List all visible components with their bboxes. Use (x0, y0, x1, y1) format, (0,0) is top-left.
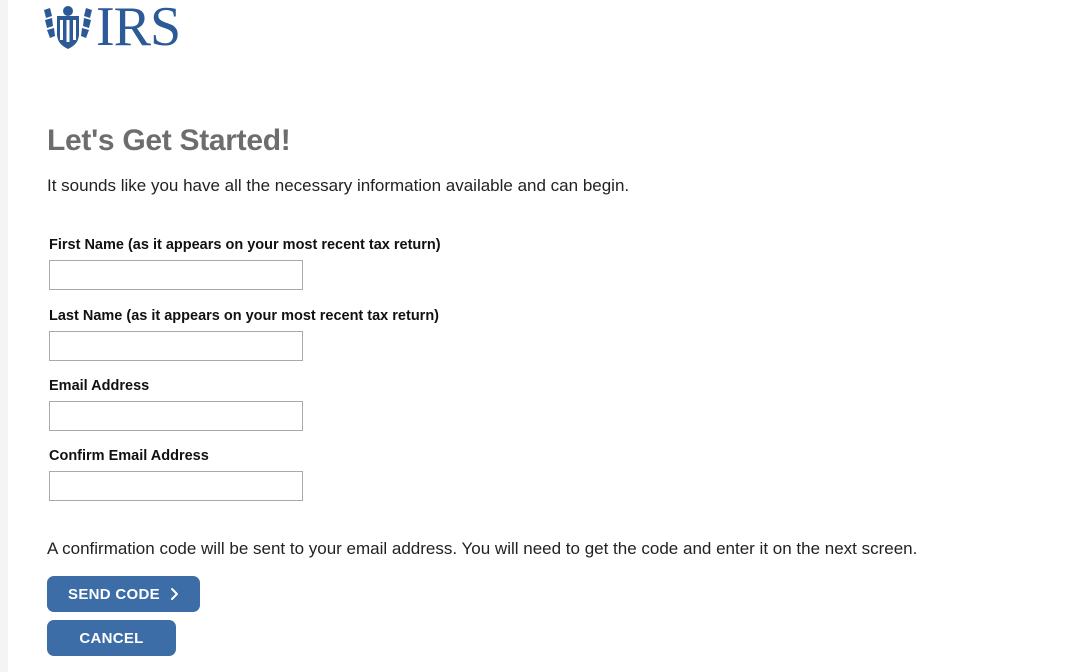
intro-text: It sounds like you have all the necessary information available and can begin. (47, 176, 630, 195)
eagle-emblem-icon (42, 4, 94, 50)
confirmation-notice: A confirmation code will be sent to your email address. You will need to get the code and enter it on the next screen. (47, 539, 918, 558)
first-name-input[interactable] (49, 260, 303, 290)
page-title: Let's Get Started! (47, 124, 291, 157)
send-code-label: SEND CODE (68, 585, 160, 603)
send-code-button[interactable] (47, 576, 200, 612)
confirm-email-input[interactable] (49, 471, 303, 501)
last-name-label: Last Name (as it appears on your most recent tax return) (49, 308, 439, 324)
email-input[interactable] (49, 401, 303, 431)
last-name-group (49, 308, 439, 361)
confirm-email-group (49, 448, 303, 501)
first-name-label: First Name (as it appears on your most recent tax return) (49, 237, 441, 253)
confirm-email-label: Confirm Email Address (49, 448, 209, 464)
last-name-input[interactable] (49, 331, 303, 361)
cancel-button[interactable] (47, 620, 176, 656)
irs-logo[interactable] (42, 0, 181, 58)
left-rail (0, 0, 8, 672)
email-label: Email Address (49, 378, 150, 394)
chevron-right-icon (170, 587, 179, 601)
cancel-label: CANCEL (79, 629, 144, 647)
email-group (49, 378, 303, 431)
logo-wordmark: IRS (96, 0, 181, 58)
first-name-group (49, 237, 441, 290)
